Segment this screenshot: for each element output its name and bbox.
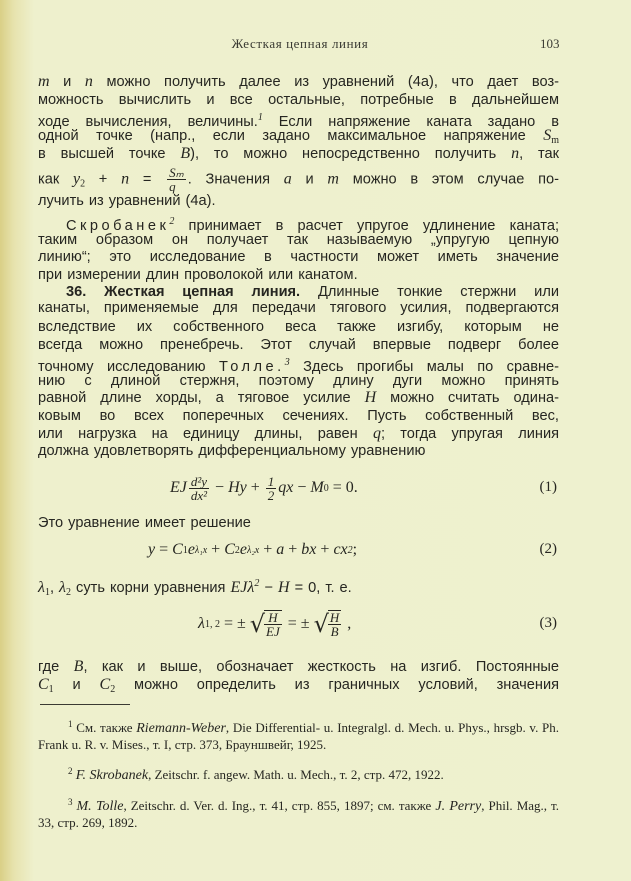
- text-line: [38, 73, 559, 91]
- text-run: одной точке (напр., если задано максимальное напряжение: [38, 128, 544, 144]
- text-line: [38, 336, 559, 354]
- math-symbol: H: [277, 579, 290, 596]
- text-line: [38, 514, 559, 532]
- fraction-numerator: √ H: [329, 610, 340, 625]
- text-run: и: [53, 677, 100, 693]
- footnote-3: [38, 795, 559, 830]
- fraction: [264, 610, 282, 638]
- section-heading: 36. Жесткая цепная линия.: [66, 284, 301, 300]
- text-run: = 0, т. е.: [289, 580, 352, 596]
- fraction-numerator: d²y: [190, 473, 208, 489]
- text-line: [38, 248, 559, 266]
- equation-3: [38, 606, 559, 642]
- subscript: 0: [323, 482, 329, 494]
- text-run: нию с длиной стержня, поэтому длину дуги можно принять: [38, 373, 559, 389]
- text-run: +: [316, 541, 334, 558]
- text-line: [38, 145, 559, 163]
- text-run: ходе вычисления, величины.: [38, 114, 258, 130]
- math-symbol: M. Tolle: [76, 799, 124, 814]
- text-run: +: [246, 479, 264, 496]
- text-run: всегда можно пренебречь. Этот случай впервые подверг более: [38, 337, 559, 353]
- footnote-1: [38, 717, 559, 752]
- text-line: [38, 318, 559, 336]
- text-line: [38, 407, 559, 425]
- equation-2: [38, 532, 559, 568]
- fraction: [266, 475, 277, 502]
- spaced-name: Толле.: [218, 359, 285, 375]
- fraction-denominator: dx²: [190, 487, 208, 503]
- math-symbol: n: [84, 73, 93, 90]
- math-symbol: Riemann-Weber: [136, 721, 226, 736]
- text-run: где: [38, 659, 74, 675]
- superscript: 2: [347, 544, 353, 556]
- text-run: точному исследованию: [38, 359, 219, 375]
- text-run: ), то можно непосредственно получить: [190, 146, 512, 162]
- superscript: λ₂x: [246, 544, 260, 556]
- text-run: ,: [49, 580, 60, 596]
- fraction-numerator: Sₘ: [169, 165, 184, 180]
- math-symbol: C: [224, 541, 235, 558]
- math-symbol: cx: [333, 541, 348, 558]
- text-run: при измерении длин проволокой или канатом.: [38, 267, 358, 283]
- text-line: [38, 442, 559, 460]
- text-line: [38, 575, 559, 598]
- superscript: λ₁x: [194, 544, 208, 556]
- equation-number: (2): [539, 541, 557, 557]
- math-symbol: B: [180, 145, 191, 162]
- text-run: лучить из уравнений (4a).: [38, 193, 216, 209]
- equation-1: [38, 470, 559, 506]
- text-run: или нагрузка на единицу длины, равен: [38, 426, 373, 442]
- math-symbol: a: [276, 541, 285, 558]
- running-header-title: Жесткая цепная линия: [231, 36, 369, 51]
- square-root: [250, 610, 284, 638]
- fraction: [328, 610, 341, 638]
- text-line: [38, 165, 559, 194]
- text-line: [38, 658, 559, 676]
- math-symbol: q: [372, 425, 381, 442]
- page-number: 103: [540, 36, 560, 51]
- math-symbol: S: [543, 127, 552, 144]
- text-run: =: [129, 171, 166, 188]
- text-run: принимает в расчет упругое удлинение каната;: [174, 218, 559, 234]
- math-symbol: y: [72, 170, 81, 188]
- text-run: можно считать одина-: [376, 390, 559, 406]
- text-run: можно получить далее из уравнений (4a), что дает воз-: [92, 74, 559, 90]
- text-run: ,: [343, 615, 352, 632]
- fraction-denominator: 2: [267, 487, 275, 503]
- math-symbol: a: [283, 170, 292, 188]
- text-run: +: [207, 541, 225, 558]
- text-line: [66, 213, 559, 234]
- text-run: = ±: [283, 615, 314, 632]
- math-symbol: n: [511, 145, 520, 162]
- equation-number: (1): [539, 479, 557, 495]
- math-symbol: J. Perry: [435, 799, 482, 814]
- text-run: , Zeitschr. f. angew. Math. u. Mech., т. 2, стр. 472, 1922.: [148, 767, 444, 782]
- text-line: [38, 91, 559, 109]
- subscript: 2: [234, 544, 240, 556]
- math-symbol: m: [38, 73, 50, 90]
- math-symbol: e: [239, 541, 247, 558]
- text-run: можно в этом случае по-: [338, 171, 559, 188]
- subscript: 1, 2: [204, 618, 220, 630]
- superscript: 1: [68, 719, 73, 729]
- math-symbol: λ: [59, 579, 66, 596]
- math-symbol: λ: [38, 579, 45, 596]
- math-symbol: F. Skrobanek: [75, 768, 149, 783]
- fraction-numerator: 1: [267, 473, 275, 489]
- text-run: и: [49, 74, 85, 90]
- fraction: [189, 475, 209, 502]
- text-run: =: [155, 541, 173, 558]
- text-run: −: [259, 580, 278, 596]
- text-run: и: [291, 171, 328, 188]
- text-run: +: [284, 541, 302, 558]
- math-symbol: H: [364, 389, 377, 406]
- subscript: 1: [48, 684, 54, 695]
- superscript: 2: [68, 766, 73, 776]
- fraction-denominator: EJ: [266, 624, 280, 639]
- text-run: линию“; это исследование в частности может иметь значение: [38, 249, 559, 265]
- subscript: 2: [65, 587, 71, 598]
- subscript: 2: [80, 178, 86, 190]
- math-symbol: C: [172, 541, 183, 558]
- text-line: [38, 425, 559, 443]
- text-run: ; тогда упругая линия: [380, 426, 560, 442]
- text-line: [38, 231, 559, 249]
- footnote-divider: [40, 704, 130, 705]
- math-symbol: qx: [278, 479, 294, 496]
- text-run: , так: [519, 146, 559, 162]
- math-symbol: C: [99, 676, 111, 693]
- square-root: [314, 610, 344, 638]
- math-symbol: y: [148, 541, 156, 558]
- math-symbol: e: [187, 541, 195, 558]
- text-line: [38, 192, 559, 210]
- text-run: можно определить из граничных условий, значения: [115, 677, 559, 693]
- text-run: ковым во всех поперечных сечениях. Пусть собственный вес,: [38, 408, 559, 424]
- text-run: Здесь прогибы малы по сравне-: [289, 359, 559, 375]
- text-run: −: [293, 479, 311, 496]
- math-symbol: B: [73, 658, 84, 675]
- superscript: 2: [254, 578, 260, 589]
- text-line: [38, 354, 559, 375]
- fraction: [167, 166, 186, 193]
- subscript: m: [551, 135, 559, 146]
- text-run: = ±: [219, 615, 250, 632]
- subscript: 2: [110, 684, 116, 695]
- math-symbol: C: [38, 676, 49, 693]
- text-run: , Zeitschr. d. Ver. d. Ing., т. 41, стр. 855, 1897; см. также: [123, 798, 436, 813]
- superscript: 1: [257, 112, 263, 123]
- text-line: [38, 266, 559, 284]
- fraction-denominator: q: [169, 179, 176, 194]
- equation-number: (3): [539, 615, 557, 631]
- text-run: Это уравнение имеет решение: [38, 515, 251, 531]
- math-symbol: λ: [198, 615, 205, 632]
- text-line: [38, 372, 559, 390]
- text-line: [38, 676, 559, 694]
- subscript: 1: [44, 587, 50, 598]
- text-run: должна удовлетворять дифференциальному уравнению: [38, 443, 426, 459]
- math-symbol: Hy: [228, 479, 247, 496]
- text-run: . Значения: [187, 171, 284, 188]
- fraction-numerator: √ H: [264, 611, 282, 625]
- superscript: 3: [284, 357, 290, 368]
- math-symbol: M: [310, 479, 324, 496]
- text-run: канаты, применяемые для передачи тягового усилия, подвергаются: [38, 300, 559, 316]
- text-run: в высшей точке: [38, 146, 181, 162]
- text-run: , Die Differential- u. Integralgl. d. Mech. u. Phys., hrsgb. v. Ph. Frank u. R. v. Mises., т. I, стр. 373, Брауншвейг, 1925.: [38, 720, 559, 752]
- text-run: как: [38, 171, 73, 188]
- text-run: можность вычислить и все остальные, потребные в дальнейшем: [38, 92, 559, 108]
- text-run: +: [259, 541, 277, 558]
- subscript: 1: [182, 544, 188, 556]
- text-run: , Phil. Mag., т. 33, стр. 269, 1892.: [38, 798, 559, 830]
- text-run: , как и выше, обозначает жесткость на изгиб. Постоянные: [83, 659, 559, 675]
- math-symbol: n: [121, 170, 130, 188]
- text-run: Если напряжение каната задано в: [262, 114, 559, 130]
- math-symbol: EJλ: [230, 579, 255, 596]
- text-run: См. также: [72, 720, 137, 735]
- math-symbol: m: [327, 170, 339, 188]
- text-run: суть корни уравнения: [70, 580, 231, 596]
- fraction-denominator: B: [330, 624, 339, 639]
- superscript: 3: [68, 797, 73, 807]
- text-run: равной длине хорды, а тяговое усилие: [38, 390, 365, 406]
- text-line: [38, 299, 559, 317]
- text-run: = 0.: [328, 479, 358, 496]
- text-run: таким образом он получает так называемую „упругую цепную: [38, 232, 559, 248]
- text-run: −: [211, 479, 229, 496]
- text-run: +: [85, 171, 122, 188]
- math-symbol: bx: [301, 541, 317, 558]
- text-run: Длинные тонкие стержни или: [300, 284, 559, 300]
- superscript: 2: [169, 216, 175, 227]
- spaced-name: Скробанек: [66, 218, 170, 234]
- text-line: [38, 109, 559, 130]
- text-line: [38, 127, 559, 145]
- text-run: вследствие их собственного веса также изгибу, которым не: [38, 319, 559, 335]
- text-run: ;: [352, 541, 358, 558]
- math-symbol: EJ: [170, 479, 187, 496]
- footnote-2: [38, 764, 559, 784]
- text-line: [38, 389, 559, 407]
